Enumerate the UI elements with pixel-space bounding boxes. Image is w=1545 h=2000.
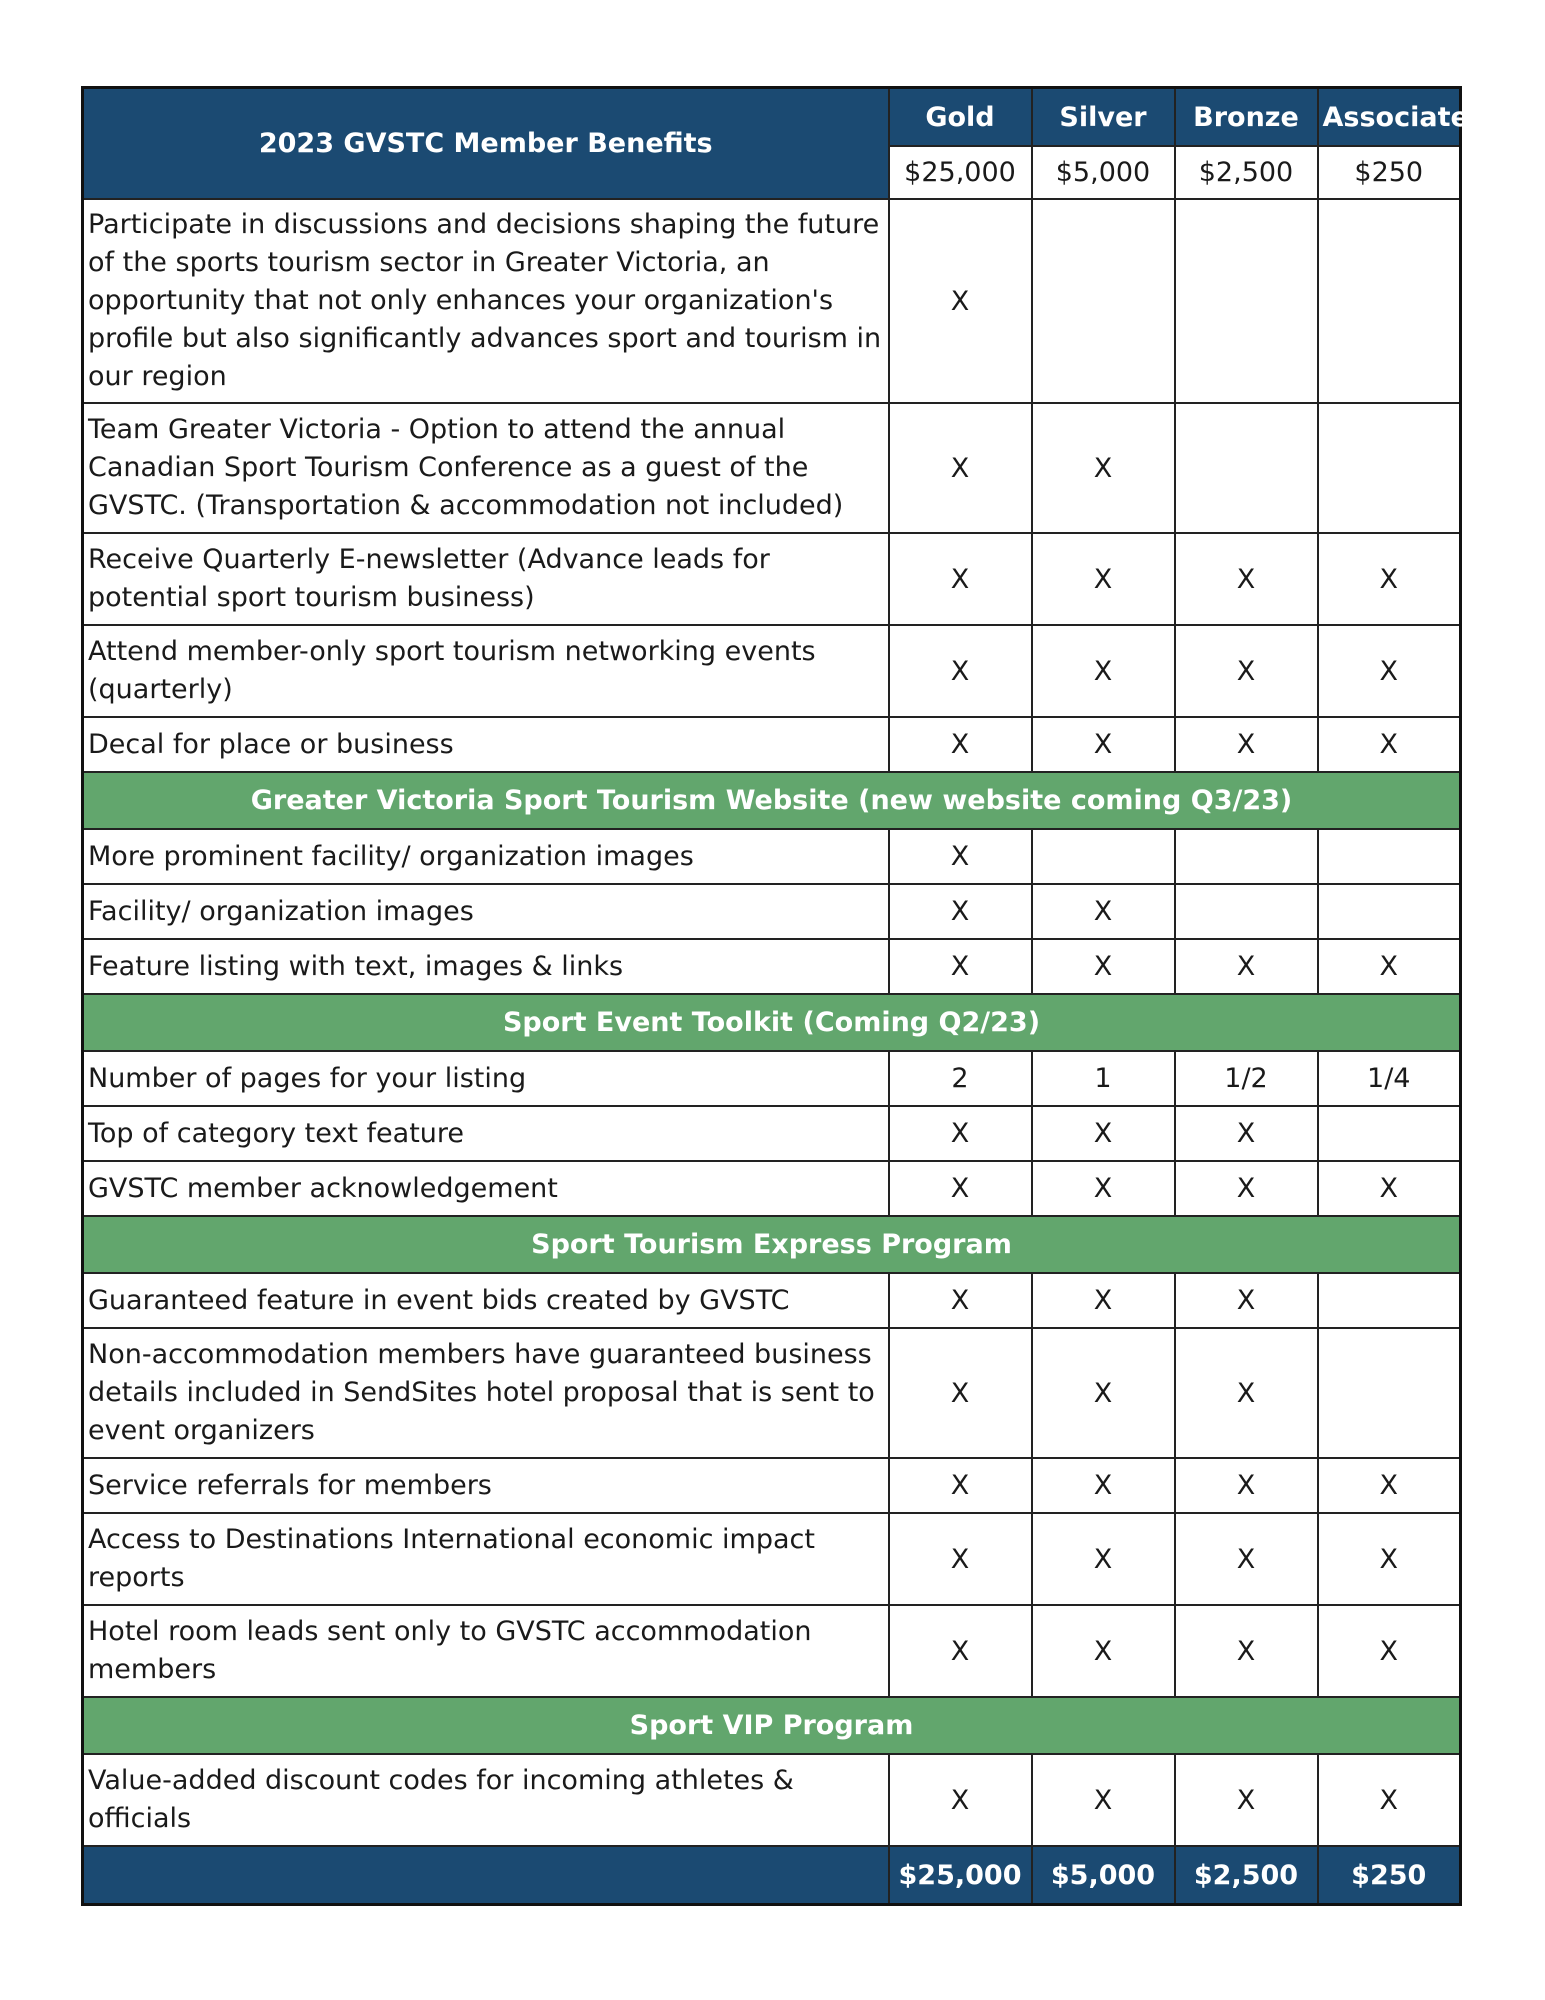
benefits-table-wrapper bbox=[81, 86, 1469, 1906]
benefit-mark-silver: X bbox=[1032, 533, 1175, 625]
benefit-mark-silver bbox=[1032, 199, 1175, 403]
benefit-label: Participate in discussions and decisions shaping the future of the sports tourism sector in Greater Victoria, an opportunity that not only enhances your organization's profile but also significantly advances sport and tourism in our region bbox=[83, 199, 889, 403]
benefit-label: Top of category text feature bbox=[83, 1106, 889, 1161]
benefits-table bbox=[81, 86, 1469, 1906]
benefit-mark-gold: X bbox=[889, 625, 1032, 717]
benefit-mark-bronze bbox=[1175, 199, 1318, 403]
footer-totals-row bbox=[83, 1846, 1461, 1905]
benefit-label: Guaranteed feature in event bids created by GVSTC bbox=[83, 1273, 889, 1328]
benefit-mark-silver: X bbox=[1032, 717, 1175, 772]
footer-total-silver: $5,000 bbox=[1032, 1846, 1175, 1905]
footer-blank bbox=[83, 1846, 889, 1905]
benefit-mark-gold: X bbox=[889, 1273, 1032, 1328]
header-row-tiers bbox=[83, 88, 1461, 147]
benefit-row bbox=[83, 1273, 1461, 1328]
benefit-mark-associate bbox=[1318, 1328, 1461, 1458]
footer-total-associate: $250 bbox=[1318, 1846, 1461, 1905]
benefit-mark-associate: 1/4 bbox=[1318, 1051, 1461, 1106]
benefit-label: Attend member-only sport tourism networking events (quarterly) bbox=[83, 625, 889, 717]
benefit-mark-associate bbox=[1318, 403, 1461, 533]
benefit-mark-gold: X bbox=[889, 939, 1032, 994]
benefit-mark-gold: X bbox=[889, 1458, 1032, 1513]
benefit-row bbox=[83, 717, 1461, 772]
benefit-row bbox=[83, 1328, 1461, 1458]
section-heading: Sport Tourism Express Program bbox=[83, 1216, 1461, 1273]
benefit-mark-gold: X bbox=[889, 1161, 1032, 1216]
tier-price-bronze: $2,500 bbox=[1175, 146, 1318, 199]
benefit-row bbox=[83, 1605, 1461, 1697]
benefit-mark-bronze: X bbox=[1175, 1273, 1318, 1328]
benefit-mark-bronze: X bbox=[1175, 717, 1318, 772]
benefit-mark-silver: X bbox=[1032, 1273, 1175, 1328]
table-title: 2023 GVSTC Member Benefits bbox=[83, 88, 889, 200]
benefit-label: Hotel room leads sent only to GVSTC accommodation members bbox=[83, 1605, 889, 1697]
benefit-mark-associate: X bbox=[1318, 1458, 1461, 1513]
benefit-mark-gold: X bbox=[889, 717, 1032, 772]
benefit-label: Facility/ organization images bbox=[83, 884, 889, 939]
benefit-mark-silver: X bbox=[1032, 1458, 1175, 1513]
benefit-mark-silver: X bbox=[1032, 939, 1175, 994]
benefit-label: Number of pages for your listing bbox=[83, 1051, 889, 1106]
benefit-mark-silver: X bbox=[1032, 1605, 1175, 1697]
benefit-mark-gold: X bbox=[889, 1754, 1032, 1846]
benefit-mark-bronze: X bbox=[1175, 1605, 1318, 1697]
benefit-label: Decal for place or business bbox=[83, 717, 889, 772]
benefit-mark-silver: X bbox=[1032, 1161, 1175, 1216]
benefit-mark-bronze: X bbox=[1175, 1754, 1318, 1846]
benefit-row bbox=[83, 939, 1461, 994]
section-heading-row bbox=[83, 1697, 1461, 1754]
benefit-mark-gold: X bbox=[889, 533, 1032, 625]
benefit-mark-bronze bbox=[1175, 884, 1318, 939]
benefit-mark-gold: X bbox=[889, 1106, 1032, 1161]
benefits-body bbox=[83, 199, 1461, 1846]
benefit-label: Receive Quarterly E-newsletter (Advance leads for potential sport tourism business) bbox=[83, 533, 889, 625]
benefit-mark-gold: 2 bbox=[889, 1051, 1032, 1106]
benefit-mark-associate bbox=[1318, 829, 1461, 884]
benefit-mark-bronze: X bbox=[1175, 939, 1318, 994]
benefit-mark-associate: X bbox=[1318, 625, 1461, 717]
benefit-mark-silver: X bbox=[1032, 1513, 1175, 1605]
benefit-mark-gold: X bbox=[889, 829, 1032, 884]
section-heading-row bbox=[83, 994, 1461, 1051]
tier-name-associate: Associate bbox=[1318, 88, 1461, 147]
section-heading-row bbox=[83, 1216, 1461, 1273]
tier-price-associate: $250 bbox=[1318, 146, 1461, 199]
section-heading: Sport Event Toolkit (Coming Q2/23) bbox=[83, 994, 1461, 1051]
benefit-mark-bronze bbox=[1175, 829, 1318, 884]
benefit-mark-bronze: X bbox=[1175, 625, 1318, 717]
benefit-mark-gold: X bbox=[889, 403, 1032, 533]
benefit-mark-associate bbox=[1318, 1106, 1461, 1161]
benefit-mark-silver: 1 bbox=[1032, 1051, 1175, 1106]
benefit-row bbox=[83, 1458, 1461, 1513]
tier-name-bronze: Bronze bbox=[1175, 88, 1318, 147]
benefit-mark-gold: X bbox=[889, 1513, 1032, 1605]
benefit-mark-silver: X bbox=[1032, 1106, 1175, 1161]
benefit-row bbox=[83, 533, 1461, 625]
benefit-label: Non-accommodation members have guaranteed business details included in SendSites hotel proposal that is sent to event organizers bbox=[83, 1328, 889, 1458]
benefit-row bbox=[83, 884, 1461, 939]
section-heading: Greater Victoria Sport Tourism Website (new website coming Q3/23) bbox=[83, 772, 1461, 829]
benefit-label: Service referrals for members bbox=[83, 1458, 889, 1513]
benefit-row bbox=[83, 403, 1461, 533]
benefit-label: Feature listing with text, images & links bbox=[83, 939, 889, 994]
benefit-label: Team Greater Victoria - Option to attend the annual Canadian Sport Tourism Conference as a guest of the GVSTC. (Transportation & accommodation not included) bbox=[83, 403, 889, 533]
benefit-mark-silver: X bbox=[1032, 884, 1175, 939]
benefit-mark-gold: X bbox=[889, 199, 1032, 403]
benefit-mark-silver bbox=[1032, 829, 1175, 884]
benefit-mark-silver: X bbox=[1032, 403, 1175, 533]
benefit-mark-associate: X bbox=[1318, 717, 1461, 772]
benefit-mark-associate: X bbox=[1318, 1605, 1461, 1697]
benefit-mark-associate: X bbox=[1318, 939, 1461, 994]
benefit-row bbox=[83, 1161, 1461, 1216]
benefit-label: More prominent facility/ organization images bbox=[83, 829, 889, 884]
benefit-mark-associate bbox=[1318, 884, 1461, 939]
benefit-mark-bronze: X bbox=[1175, 533, 1318, 625]
benefit-mark-bronze: X bbox=[1175, 1513, 1318, 1605]
benefit-mark-bronze: X bbox=[1175, 1161, 1318, 1216]
section-heading: Sport VIP Program bbox=[83, 1697, 1461, 1754]
benefit-mark-associate: X bbox=[1318, 1513, 1461, 1605]
tier-name-silver: Silver bbox=[1032, 88, 1175, 147]
benefit-label: Value-added discount codes for incoming athletes & officials bbox=[83, 1754, 889, 1846]
benefit-mark-gold: X bbox=[889, 1605, 1032, 1697]
benefit-row bbox=[83, 829, 1461, 884]
benefit-mark-silver: X bbox=[1032, 1328, 1175, 1458]
footer-total-bronze: $2,500 bbox=[1175, 1846, 1318, 1905]
benefit-mark-associate: X bbox=[1318, 1754, 1461, 1846]
benefit-mark-bronze: X bbox=[1175, 1328, 1318, 1458]
benefit-mark-associate: X bbox=[1318, 533, 1461, 625]
tier-name-gold: Gold bbox=[889, 88, 1032, 147]
section-heading-row bbox=[83, 772, 1461, 829]
tier-price-silver: $5,000 bbox=[1032, 146, 1175, 199]
benefit-row bbox=[83, 1513, 1461, 1605]
benefit-row bbox=[83, 625, 1461, 717]
benefit-mark-associate: X bbox=[1318, 1161, 1461, 1216]
benefit-mark-gold: X bbox=[889, 884, 1032, 939]
benefit-row bbox=[83, 1106, 1461, 1161]
benefit-mark-associate bbox=[1318, 199, 1461, 403]
benefit-mark-bronze: X bbox=[1175, 1458, 1318, 1513]
tier-price-gold: $25,000 bbox=[889, 146, 1032, 199]
benefit-label: GVSTC member acknowledgement bbox=[83, 1161, 889, 1216]
footer-total-gold: $25,000 bbox=[889, 1846, 1032, 1905]
benefit-mark-bronze bbox=[1175, 403, 1318, 533]
benefit-label: Access to Destinations International economic impact reports bbox=[83, 1513, 889, 1605]
benefit-mark-gold: X bbox=[889, 1328, 1032, 1458]
benefit-mark-bronze: X bbox=[1175, 1106, 1318, 1161]
benefit-row bbox=[83, 199, 1461, 403]
benefit-mark-bronze: 1/2 bbox=[1175, 1051, 1318, 1106]
benefit-mark-associate bbox=[1318, 1273, 1461, 1328]
benefit-mark-silver: X bbox=[1032, 1754, 1175, 1846]
benefit-row bbox=[83, 1754, 1461, 1846]
benefit-row bbox=[83, 1051, 1461, 1106]
benefit-mark-silver: X bbox=[1032, 625, 1175, 717]
